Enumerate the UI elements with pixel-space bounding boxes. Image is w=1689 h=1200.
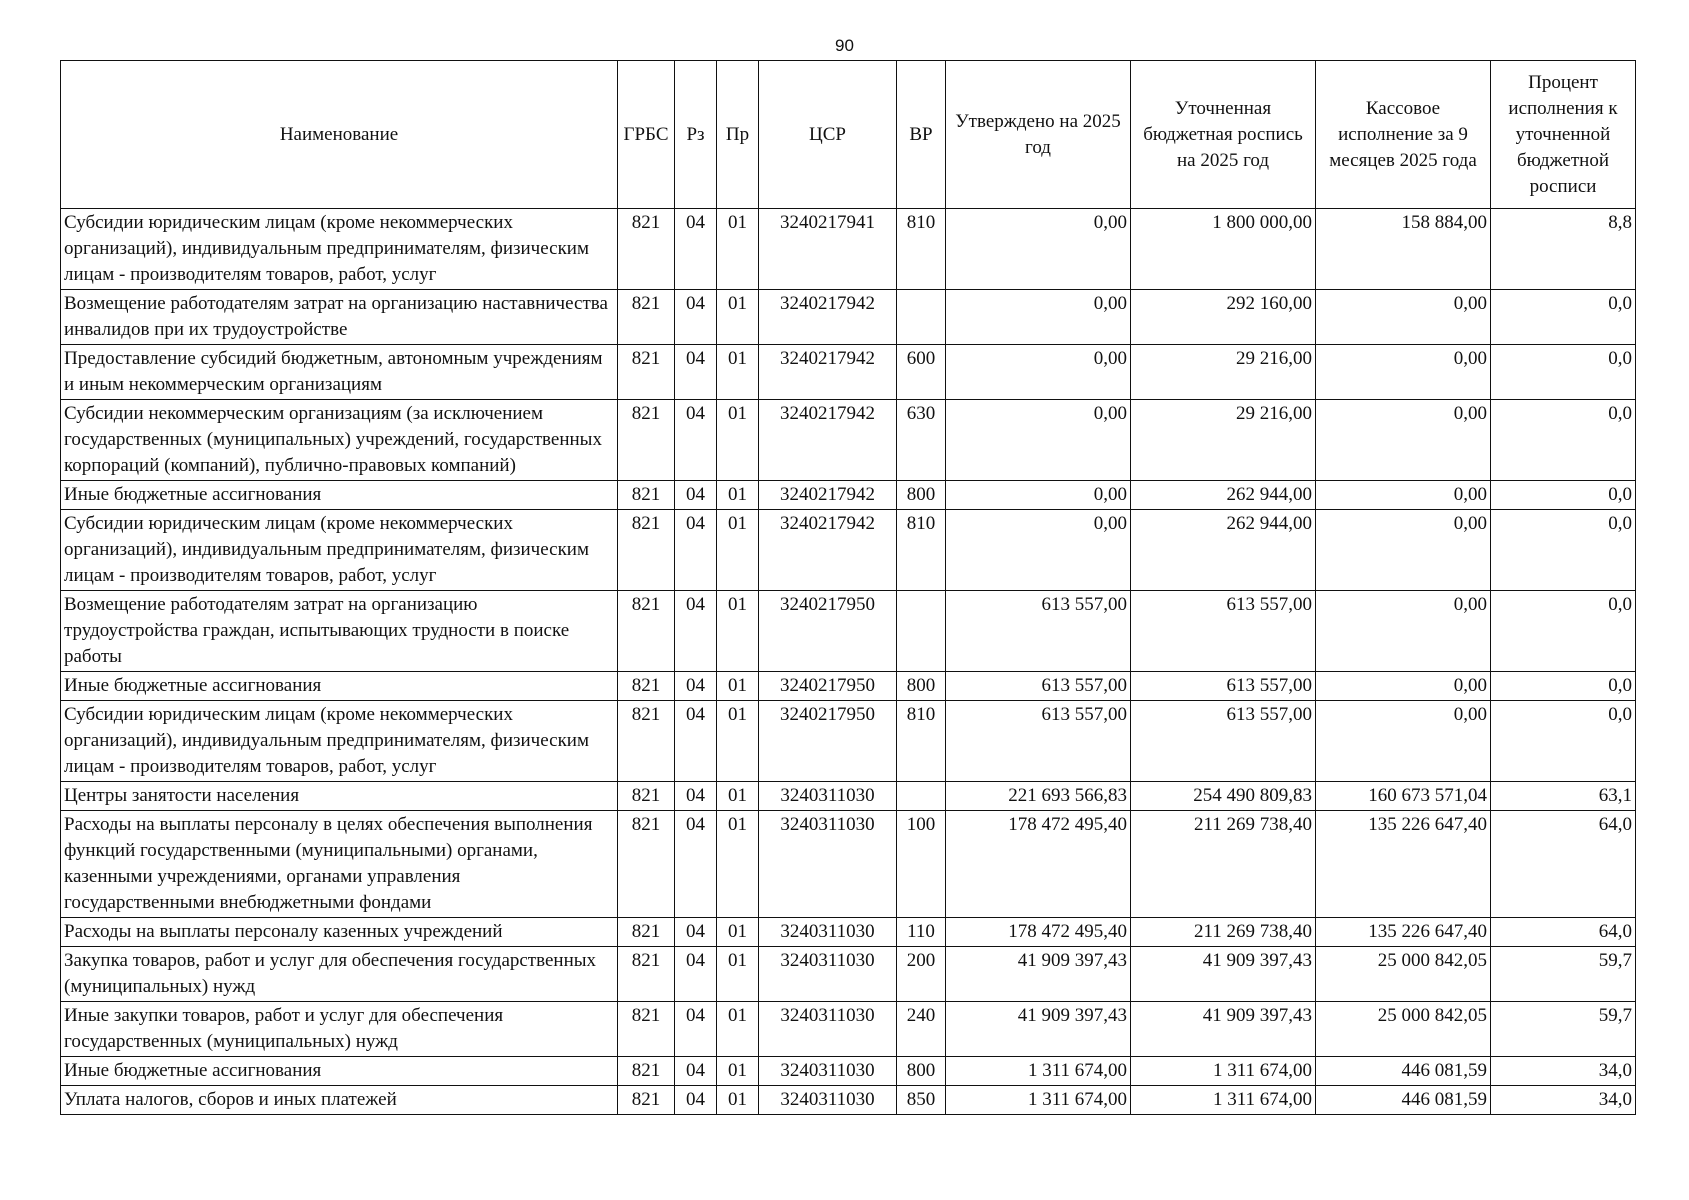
cell-vr: 100 — [897, 811, 946, 918]
cell-csr: 3240217942 — [759, 510, 897, 591]
table-row — [61, 1086, 1636, 1115]
cell-percent: 0,0 — [1491, 345, 1636, 400]
cell-name: Субсидии юридическим лицам (кроме некоммерческих организаций), индивидуальным предпринимателям, физическим лицам - производителям товаров, работ, услуг — [61, 209, 618, 290]
cell-rz: 04 — [675, 345, 717, 400]
table-row — [61, 481, 1636, 510]
cell-csr: 3240311030 — [759, 1086, 897, 1115]
table-row — [61, 290, 1636, 345]
cell-name: Субсидии некоммерческим организациям (за исключением государственных (муниципальных) учреждений, государственных корпораций (компаний), публично-правовых компаний) — [61, 400, 618, 481]
cell-grbs: 821 — [618, 701, 675, 782]
cell-percent: 34,0 — [1491, 1086, 1636, 1115]
cell-name: Иные бюджетные ассигнования — [61, 481, 618, 510]
cell-approved: 0,00 — [946, 345, 1131, 400]
cell-name: Предоставление субсидий бюджетным, автономным учреждениям и иным некоммерческим организациям — [61, 345, 618, 400]
cell-approved: 0,00 — [946, 481, 1131, 510]
cell-rz: 04 — [675, 481, 717, 510]
cell-cash: 446 081,59 — [1316, 1057, 1491, 1086]
cell-approved: 613 557,00 — [946, 672, 1131, 701]
cell-csr: 3240311030 — [759, 782, 897, 811]
cell-grbs: 821 — [618, 510, 675, 591]
cell-refined: 29 216,00 — [1131, 345, 1316, 400]
cell-percent: 0,0 — [1491, 591, 1636, 672]
header-rz: Рз — [675, 61, 717, 209]
cell-grbs: 821 — [618, 209, 675, 290]
cell-approved: 0,00 — [946, 400, 1131, 481]
cell-pr: 01 — [717, 1057, 759, 1086]
cell-pr: 01 — [717, 672, 759, 701]
cell-approved: 41 909 397,43 — [946, 1002, 1131, 1057]
cell-name: Иные закупки товаров, работ и услуг для обеспечения государственных (муниципальных) нужд — [61, 1002, 618, 1057]
cell-cash: 446 081,59 — [1316, 1086, 1491, 1115]
cell-name: Иные бюджетные ассигнования — [61, 1057, 618, 1086]
cell-rz: 04 — [675, 510, 717, 591]
cell-approved: 613 557,00 — [946, 591, 1131, 672]
cell-name: Возмещение работодателям затрат на организацию наставничества инвалидов при их трудоустройстве — [61, 290, 618, 345]
cell-rz: 04 — [675, 591, 717, 672]
header-grbs: ГРБС — [618, 61, 675, 209]
cell-csr: 3240217942 — [759, 400, 897, 481]
cell-name: Иные бюджетные ассигнования — [61, 672, 618, 701]
cell-vr: 630 — [897, 400, 946, 481]
cell-grbs: 821 — [618, 481, 675, 510]
cell-percent: 34,0 — [1491, 1057, 1636, 1086]
cell-cash: 135 226 647,40 — [1316, 918, 1491, 947]
cell-approved: 178 472 495,40 — [946, 811, 1131, 918]
cell-vr: 200 — [897, 947, 946, 1002]
cell-name: Возмещение работодателям затрат на организацию трудоустройства граждан, испытывающих трудности в поиске работы — [61, 591, 618, 672]
cell-approved: 0,00 — [946, 209, 1131, 290]
cell-refined: 262 944,00 — [1131, 510, 1316, 591]
cell-cash: 0,00 — [1316, 591, 1491, 672]
table-row — [61, 591, 1636, 672]
cell-approved: 0,00 — [946, 290, 1131, 345]
cell-grbs: 821 — [618, 1002, 675, 1057]
cell-pr: 01 — [717, 782, 759, 811]
cell-vr: 800 — [897, 672, 946, 701]
cell-cash: 0,00 — [1316, 510, 1491, 591]
cell-grbs: 821 — [618, 947, 675, 1002]
cell-cash: 0,00 — [1316, 672, 1491, 701]
cell-grbs: 821 — [618, 782, 675, 811]
cell-rz: 04 — [675, 1002, 717, 1057]
header-percent: Процент исполнения к уточненной бюджетной росписи — [1491, 61, 1636, 209]
cell-cash: 25 000 842,05 — [1316, 947, 1491, 1002]
cell-csr: 3240217942 — [759, 481, 897, 510]
header-refined: Уточненная бюджетная роспись на 2025 год — [1131, 61, 1316, 209]
cell-rz: 04 — [675, 947, 717, 1002]
cell-grbs: 821 — [618, 672, 675, 701]
cell-refined: 613 557,00 — [1131, 701, 1316, 782]
cell-percent: 63,1 — [1491, 782, 1636, 811]
cell-rz: 04 — [675, 400, 717, 481]
cell-grbs: 821 — [618, 918, 675, 947]
cell-cash: 160 673 571,04 — [1316, 782, 1491, 811]
cell-rz: 04 — [675, 918, 717, 947]
cell-approved: 1 311 674,00 — [946, 1057, 1131, 1086]
cell-percent: 59,7 — [1491, 947, 1636, 1002]
cell-approved: 613 557,00 — [946, 701, 1131, 782]
cell-csr: 3240217950 — [759, 672, 897, 701]
cell-cash: 158 884,00 — [1316, 209, 1491, 290]
cell-csr: 3240217950 — [759, 591, 897, 672]
cell-grbs: 821 — [618, 1057, 675, 1086]
cell-csr: 3240217942 — [759, 290, 897, 345]
cell-pr: 01 — [717, 510, 759, 591]
cell-csr: 3240311030 — [759, 1057, 897, 1086]
cell-vr: 110 — [897, 918, 946, 947]
table-row — [61, 672, 1636, 701]
table-row — [61, 510, 1636, 591]
cell-refined: 1 311 674,00 — [1131, 1086, 1316, 1115]
cell-percent: 64,0 — [1491, 918, 1636, 947]
table-row — [61, 400, 1636, 481]
cell-refined: 613 557,00 — [1131, 591, 1316, 672]
cell-vr: 810 — [897, 209, 946, 290]
header-approved: Утверждено на 2025 год — [946, 61, 1131, 209]
cell-approved: 1 311 674,00 — [946, 1086, 1131, 1115]
cell-cash: 0,00 — [1316, 481, 1491, 510]
cell-grbs: 821 — [618, 811, 675, 918]
cell-csr: 3240311030 — [759, 811, 897, 918]
cell-refined: 292 160,00 — [1131, 290, 1316, 345]
cell-cash: 0,00 — [1316, 345, 1491, 400]
cell-cash: 0,00 — [1316, 400, 1491, 481]
cell-pr: 01 — [717, 1002, 759, 1057]
cell-percent: 0,0 — [1491, 481, 1636, 510]
table-row — [61, 811, 1636, 918]
cell-name: Субсидии юридическим лицам (кроме некоммерческих организаций), индивидуальным предпринимателям, физическим лицам - производителям товаров, работ, услуг — [61, 701, 618, 782]
cell-rz: 04 — [675, 782, 717, 811]
cell-pr: 01 — [717, 918, 759, 947]
cell-percent: 8,8 — [1491, 209, 1636, 290]
cell-pr: 01 — [717, 400, 759, 481]
budget-table — [60, 60, 1636, 1115]
cell-rz: 04 — [675, 290, 717, 345]
cell-vr: 850 — [897, 1086, 946, 1115]
cell-approved: 41 909 397,43 — [946, 947, 1131, 1002]
cell-vr — [897, 290, 946, 345]
cell-percent: 0,0 — [1491, 701, 1636, 782]
table-row — [61, 1057, 1636, 1086]
table-row — [61, 918, 1636, 947]
cell-refined: 41 909 397,43 — [1131, 1002, 1316, 1057]
table-row — [61, 701, 1636, 782]
cell-pr: 01 — [717, 345, 759, 400]
header-pr: Пр — [717, 61, 759, 209]
page-number: 90 — [835, 36, 854, 55]
cell-vr — [897, 782, 946, 811]
header-csr: ЦСР — [759, 61, 897, 209]
cell-name: Расходы на выплаты персоналу казенных учреждений — [61, 918, 618, 947]
cell-name: Центры занятости населения — [61, 782, 618, 811]
cell-refined: 1 800 000,00 — [1131, 209, 1316, 290]
cell-refined: 41 909 397,43 — [1131, 947, 1316, 1002]
cell-grbs: 821 — [618, 400, 675, 481]
cell-cash: 0,00 — [1316, 290, 1491, 345]
cell-percent: 59,7 — [1491, 1002, 1636, 1057]
cell-percent: 0,0 — [1491, 510, 1636, 591]
table-row — [61, 1002, 1636, 1057]
cell-approved: 221 693 566,83 — [946, 782, 1131, 811]
table-row — [61, 782, 1636, 811]
cell-pr: 01 — [717, 811, 759, 918]
header-vr: ВР — [897, 61, 946, 209]
cell-percent: 0,0 — [1491, 400, 1636, 481]
cell-csr: 3240217950 — [759, 701, 897, 782]
cell-csr: 3240311030 — [759, 918, 897, 947]
cell-csr: 3240217941 — [759, 209, 897, 290]
cell-csr: 3240311030 — [759, 947, 897, 1002]
cell-rz: 04 — [675, 1057, 717, 1086]
cell-rz: 04 — [675, 701, 717, 782]
cell-percent: 0,0 — [1491, 290, 1636, 345]
cell-pr: 01 — [717, 290, 759, 345]
cell-csr: 3240217942 — [759, 345, 897, 400]
cell-cash: 25 000 842,05 — [1316, 1002, 1491, 1057]
cell-name: Закупка товаров, работ и услуг для обеспечения государственных (муниципальных) нужд — [61, 947, 618, 1002]
cell-percent: 0,0 — [1491, 672, 1636, 701]
cell-grbs: 821 — [618, 1086, 675, 1115]
cell-vr: 600 — [897, 345, 946, 400]
table-header-row — [61, 61, 1636, 209]
cell-pr: 01 — [717, 947, 759, 1002]
cell-refined: 262 944,00 — [1131, 481, 1316, 510]
cell-refined: 211 269 738,40 — [1131, 918, 1316, 947]
cell-pr: 01 — [717, 591, 759, 672]
cell-refined: 29 216,00 — [1131, 400, 1316, 481]
cell-approved: 0,00 — [946, 510, 1131, 591]
table-row — [61, 345, 1636, 400]
cell-grbs: 821 — [618, 290, 675, 345]
table-row — [61, 947, 1636, 1002]
cell-refined: 1 311 674,00 — [1131, 1057, 1316, 1086]
cell-pr: 01 — [717, 701, 759, 782]
cell-refined: 613 557,00 — [1131, 672, 1316, 701]
cell-vr: 810 — [897, 510, 946, 591]
cell-rz: 04 — [675, 1086, 717, 1115]
header-name: Наименование — [61, 61, 618, 209]
table-row — [61, 209, 1636, 290]
cell-vr — [897, 591, 946, 672]
header-cash: Кассовое исполнение за 9 месяцев 2025 года — [1316, 61, 1491, 209]
cell-vr: 810 — [897, 701, 946, 782]
cell-csr: 3240311030 — [759, 1002, 897, 1057]
cell-approved: 178 472 495,40 — [946, 918, 1131, 947]
cell-grbs: 821 — [618, 591, 675, 672]
cell-vr: 800 — [897, 1057, 946, 1086]
cell-pr: 01 — [717, 481, 759, 510]
cell-vr: 800 — [897, 481, 946, 510]
cell-pr: 01 — [717, 209, 759, 290]
cell-refined: 211 269 738,40 — [1131, 811, 1316, 918]
cell-percent: 64,0 — [1491, 811, 1636, 918]
cell-name: Расходы на выплаты персоналу в целях обеспечения выполнения функций государственными (муниципальными) органами, казенными учреждениями, органами управления государственными внебюджетными фондами — [61, 811, 618, 918]
cell-name: Субсидии юридическим лицам (кроме некоммерческих организаций), индивидуальным предпринимателям, физическим лицам - производителям товаров, работ, услуг — [61, 510, 618, 591]
cell-pr: 01 — [717, 1086, 759, 1115]
cell-vr: 240 — [897, 1002, 946, 1057]
cell-rz: 04 — [675, 672, 717, 701]
cell-cash: 135 226 647,40 — [1316, 811, 1491, 918]
cell-rz: 04 — [675, 811, 717, 918]
cell-name: Уплата налогов, сборов и иных платежей — [61, 1086, 618, 1115]
cell-grbs: 821 — [618, 345, 675, 400]
cell-cash: 0,00 — [1316, 701, 1491, 782]
cell-rz: 04 — [675, 209, 717, 290]
cell-refined: 254 490 809,83 — [1131, 782, 1316, 811]
